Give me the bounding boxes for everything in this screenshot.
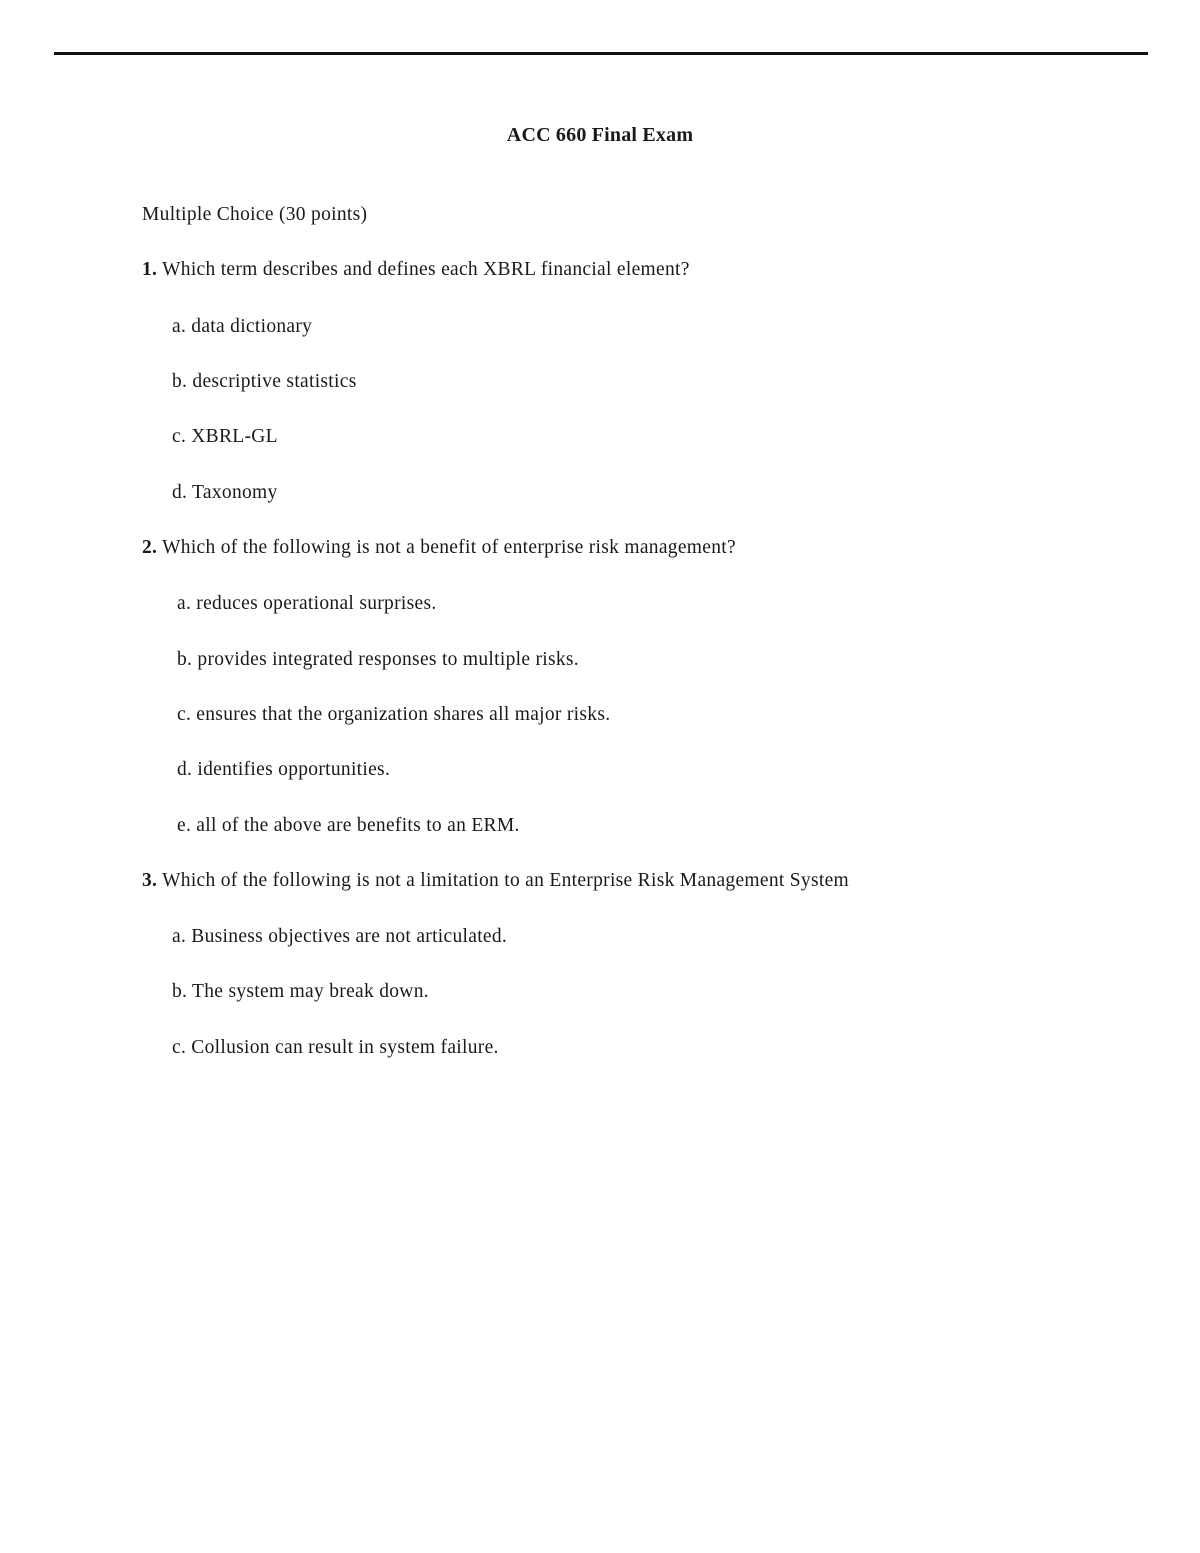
question-2	[142, 537, 736, 559]
question-1-option-a: a. data dictionary	[172, 316, 313, 337]
question-2-number: 2.	[142, 537, 158, 558]
question-2-option-c: c. ensures that the organization shares all major risks.	[177, 704, 611, 725]
exam-title: ACC 660 Final Exam	[506, 124, 694, 146]
question-2-option-d: d. identifies opportunities.	[177, 759, 391, 780]
question-3-option-b: b. The system may break down.	[172, 981, 429, 1002]
question-2-option-b: b. provides integrated responses to multiple risks.	[177, 649, 579, 670]
question-3-option-a: a. Business objectives are not articulated.	[172, 926, 508, 947]
section-heading: Multiple Choice (30 points)	[142, 204, 368, 225]
question-1-option-d: d. Taxonomy	[172, 482, 278, 503]
question-1-option-b: b. descriptive statistics	[172, 371, 357, 392]
question-1-text: Which term describes and defines each XBRL financial element?	[162, 259, 690, 280]
question-1	[142, 259, 690, 281]
question-1-option-c: c. XBRL-GL	[172, 426, 278, 447]
question-1-number: 1.	[142, 259, 158, 280]
question-2-text: Which of the following is not a benefit of enterprise risk management?	[162, 537, 736, 558]
question-3-text: Which of the following is not a limitation to an Enterprise Risk Management System	[162, 870, 850, 891]
top-horizontal-rule	[54, 52, 1148, 55]
question-3	[142, 870, 849, 892]
question-2-option-e: e. all of the above are benefits to an ERM.	[177, 815, 520, 836]
question-3-number: 3.	[142, 870, 158, 891]
question-2-option-a: a. reduces operational surprises.	[177, 593, 437, 614]
question-3-option-c: c. Collusion can result in system failure.	[172, 1037, 499, 1058]
